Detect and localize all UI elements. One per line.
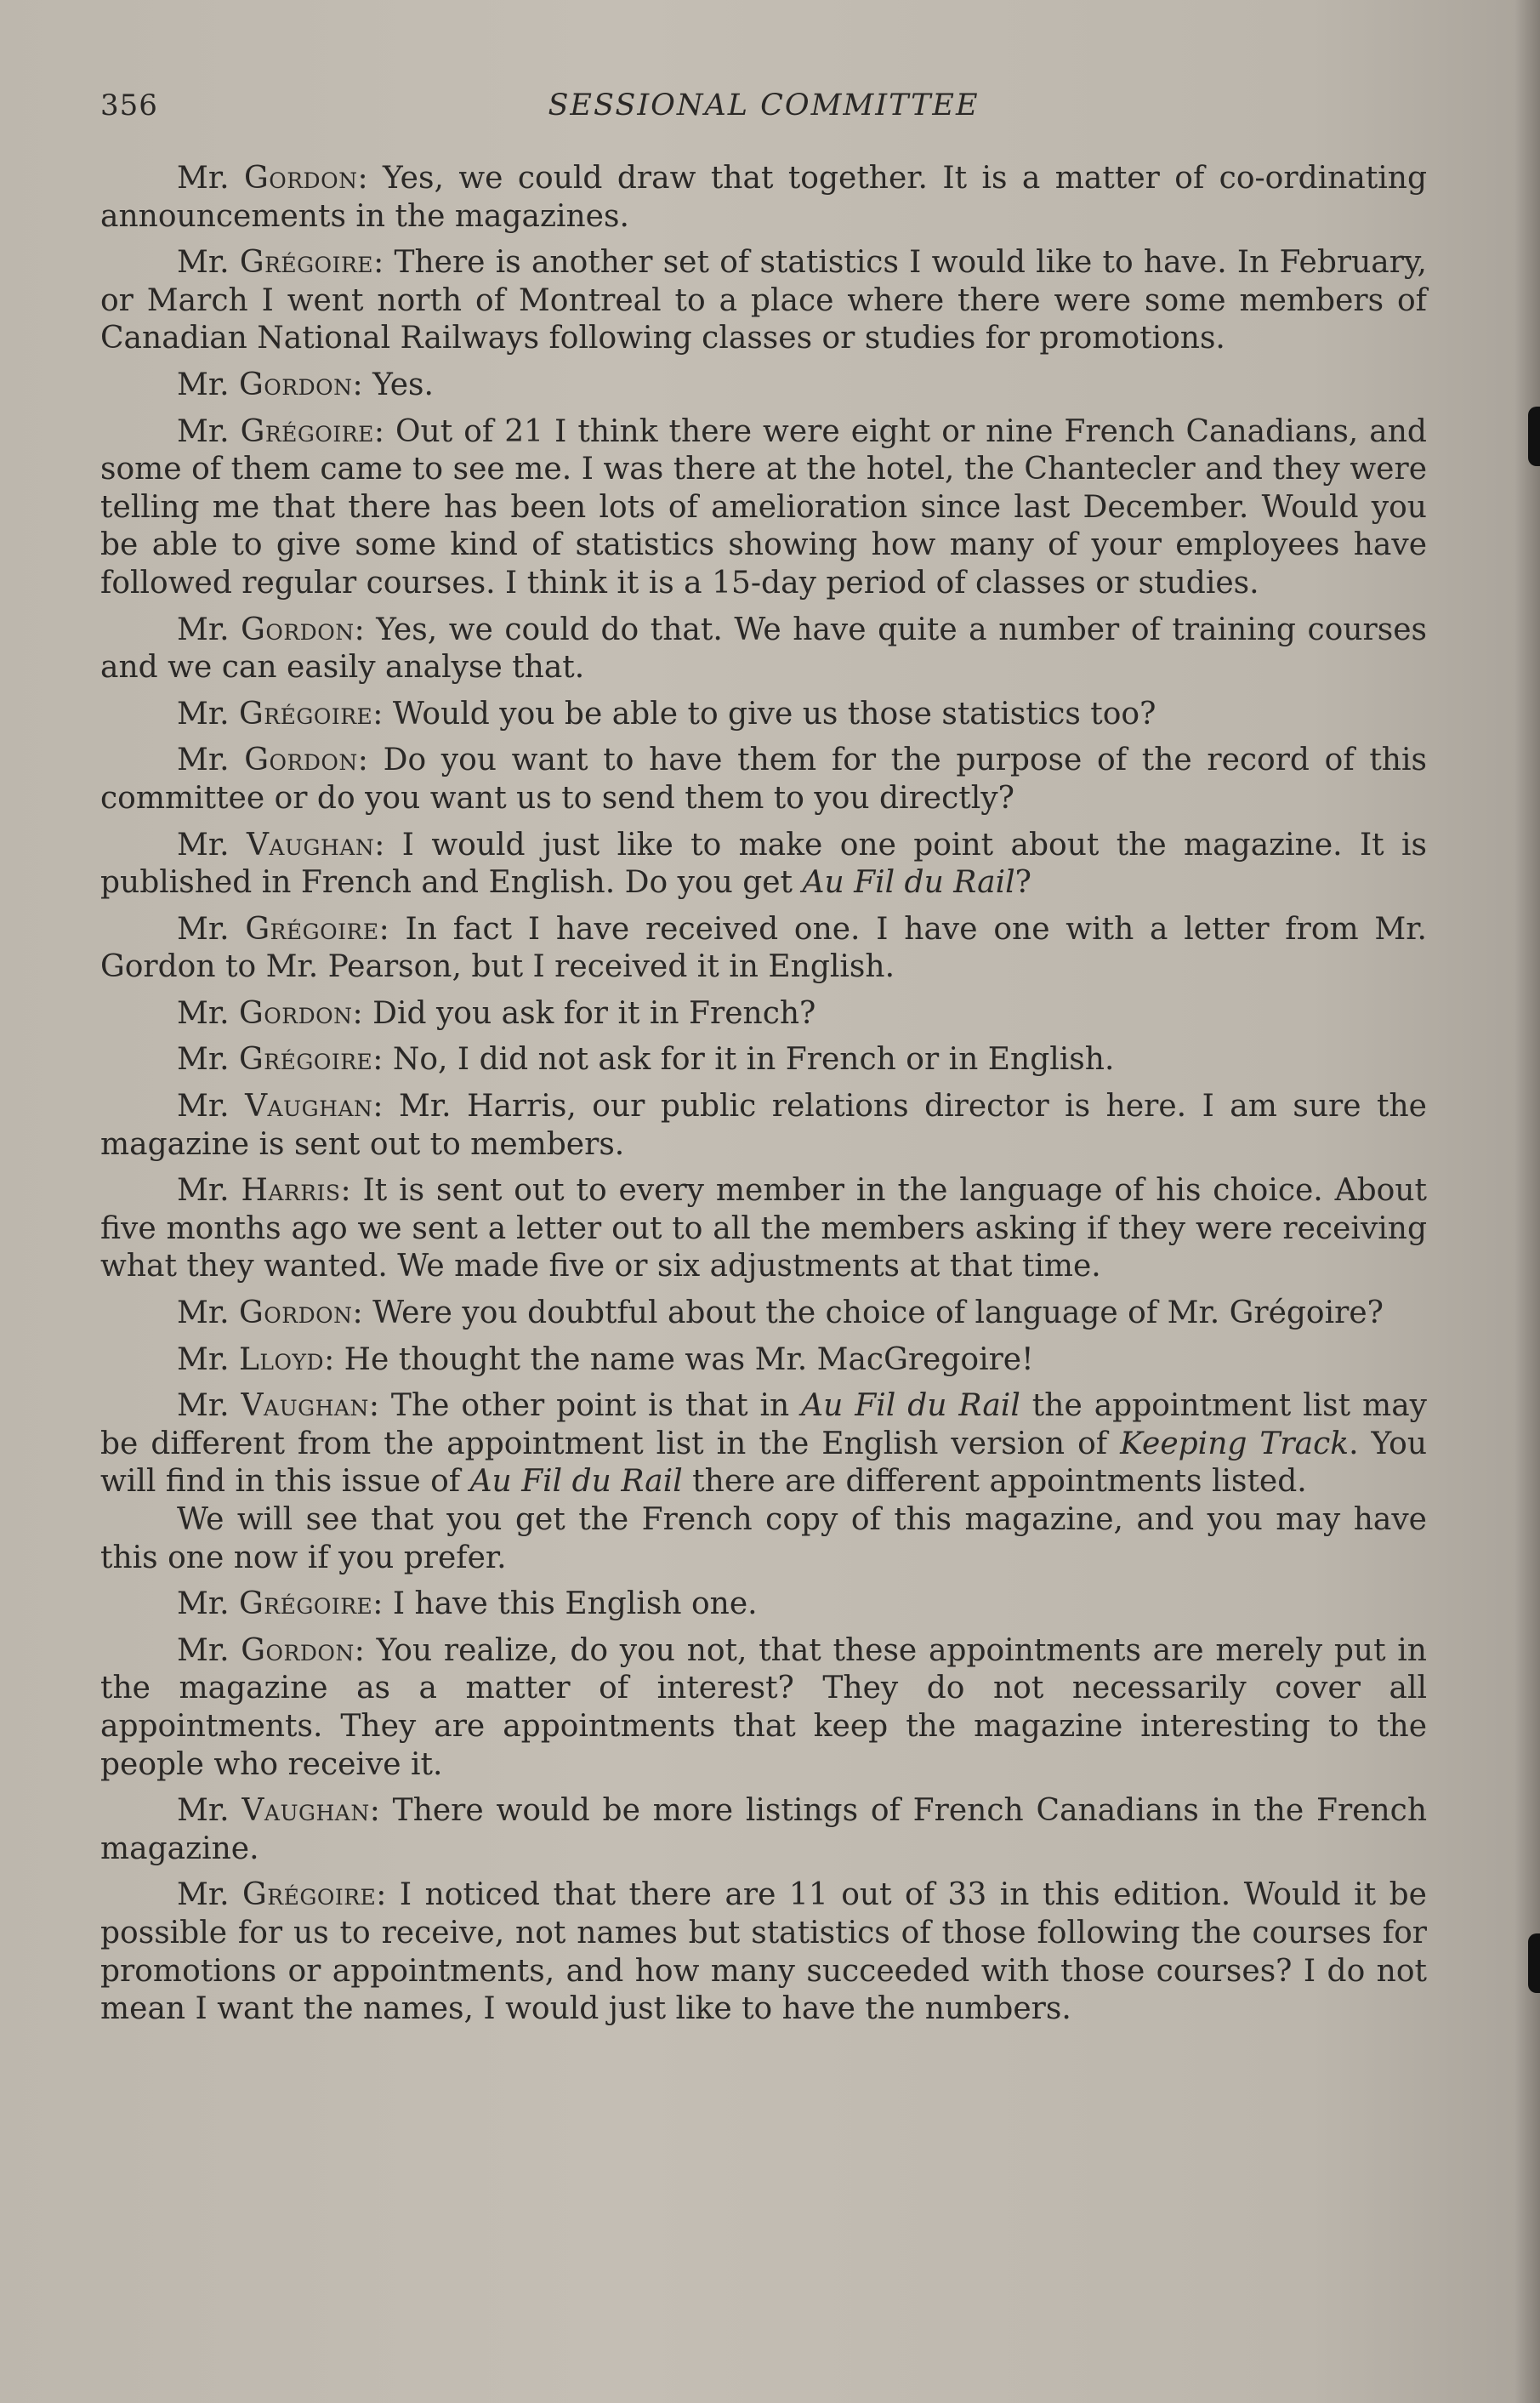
paragraph-text: In fact I have received one. I have one with a letter from Mr. Gordon to Mr. Pearson, but I received it in English.	[100, 911, 1427, 985]
speaker-name: Vaughan	[242, 1793, 370, 1829]
transcript-paragraph	[100, 1586, 1427, 1624]
speaker-colon: :	[354, 1632, 365, 1668]
paragraph-text: There is another set of statistics I would like to have. In February, or March I went north of Montreal to a place where there were some members of Canadian National Railways following classes or studies for promotions.	[100, 245, 1427, 356]
speaker-colon: :	[378, 911, 389, 947]
paragraph-text: Were you doubtful about the choice of language of Mr. Grégoire?	[362, 1295, 1384, 1331]
paragraph-text: the appointment list may be different from the appointment list in the English version of	[100, 1388, 1427, 1461]
transcript-paragraph	[100, 244, 1427, 358]
magazine-title: Au Fil du Rail	[802, 865, 1015, 901]
speaker-prefix: Mr.	[177, 1295, 240, 1331]
speaker-name: Gordon	[241, 612, 355, 647]
paragraph-text: I would just like to make one point about the magazine. It is published in French and English. Do you get	[100, 827, 1427, 901]
paragraph-text: Did you ask for it in French?	[362, 995, 816, 1031]
speaker-name: Gordon	[243, 161, 358, 196]
speaker-name: Grégoire	[239, 1042, 373, 1078]
speaker-prefix: Mr.	[177, 1586, 240, 1622]
transcript-paragraph	[100, 1295, 1427, 1333]
page-header	[100, 85, 1427, 128]
speaker-name: Vaughan	[246, 827, 375, 863]
transcript-paragraph	[100, 696, 1427, 734]
speaker-colon: :	[369, 1793, 380, 1829]
transcript-paragraph	[100, 413, 1427, 603]
speaker-name: Vaughan	[241, 1388, 369, 1424]
speaker-colon: :	[324, 1341, 335, 1377]
speaker-name: Harris	[241, 1173, 341, 1209]
paragraph-text: He thought the name was Mr. MacGregoire!	[334, 1341, 1034, 1377]
transcript-body	[100, 160, 1427, 2037]
binding-hole-mark	[1528, 407, 1540, 466]
speaker-colon: :	[372, 1042, 384, 1078]
speaker-prefix: Mr.	[177, 1089, 246, 1125]
magazine-title: Keeping Track	[1120, 1426, 1350, 1461]
paragraph-text: Yes, we could do that. We have quite a number of training courses and we can easily analyse that.	[100, 612, 1427, 686]
speaker-name: Grégoire	[239, 245, 374, 281]
paragraph-text: You realize, do you not, that these appointments are merely put in the magazine as a matter of interest? They do not necessarily cover all appointments. They are appointments that keep the magazine interesting to the people who receive it.	[100, 1632, 1427, 1782]
speaker-prefix: Mr.	[177, 911, 246, 947]
speaker-colon: :	[372, 1089, 384, 1125]
transcript-paragraph	[100, 612, 1427, 687]
speaker-colon: :	[372, 696, 384, 732]
speaker-colon: :	[376, 1877, 387, 1913]
speaker-name: Grégoire	[239, 1586, 373, 1622]
page-edge-shadow	[1514, 0, 1540, 2403]
paragraph-text: I have this English one.	[383, 1586, 758, 1622]
speaker-prefix: Mr.	[177, 245, 240, 281]
page-number: 356	[100, 88, 158, 122]
transcript-paragraph	[100, 160, 1427, 236]
speaker-colon: :	[357, 743, 368, 778]
paragraph-text: No, I did not ask for it in French or in English.	[383, 1042, 1115, 1078]
paragraph-text: Yes, we could draw that together. It is a matter of co-ordinating announcements in the magazines.	[100, 161, 1427, 234]
paragraph-text: We will see that you get the French copy of this magazine, and you may have this one now if you prefer.	[100, 1502, 1427, 1575]
speaker-prefix: Mr.	[177, 1388, 242, 1424]
speaker-name: Grégoire	[240, 413, 374, 449]
paragraph-text: Would you be able to give us those statistics too?	[383, 696, 1156, 732]
speaker-prefix: Mr.	[177, 1632, 242, 1668]
speaker-colon: :	[352, 995, 363, 1031]
transcript-paragraph	[100, 1041, 1427, 1079]
transcript-paragraph	[100, 827, 1427, 903]
transcript-paragraph	[100, 367, 1427, 405]
binding-hole-mark	[1528, 1933, 1540, 1993]
speaker-colon: :	[368, 1388, 379, 1424]
magazine-title: Au Fil du Rail	[801, 1388, 1020, 1424]
transcript-paragraph	[100, 1792, 1427, 1868]
speaker-name: Gordon	[241, 1632, 355, 1668]
transcript-paragraph	[100, 1876, 1427, 2028]
paragraph-text: there are different appointments listed.	[682, 1464, 1307, 1500]
speaker-colon: :	[352, 1295, 363, 1331]
paragraph-text: The other point is that in	[378, 1388, 802, 1424]
transcript-paragraph	[100, 911, 1427, 987]
speaker-prefix: Mr.	[177, 367, 240, 402]
speaker-name: Gordon	[239, 367, 353, 402]
speaker-prefix: Mr.	[177, 161, 244, 196]
speaker-name: Lloyd	[239, 1341, 325, 1377]
paragraph-text: . You will find in this issue of	[100, 1426, 1428, 1500]
paragraph-text: Do you want to have them for the purpose of the record of this committee or do you want us to send them to you directly?	[100, 743, 1427, 816]
speaker-prefix: Mr.	[177, 413, 241, 449]
magazine-title: Au Fil du Rail	[469, 1464, 683, 1500]
speaker-name: Grégoire	[239, 696, 373, 732]
speaker-prefix: Mr.	[177, 696, 240, 732]
speaker-prefix: Mr.	[177, 743, 245, 778]
speaker-colon: :	[352, 367, 363, 402]
transcript-paragraph	[100, 742, 1427, 817]
transcript-paragraph	[100, 1172, 1427, 1286]
transcript-paragraph	[100, 1501, 1427, 1577]
speaker-colon: :	[357, 161, 368, 196]
speaker-prefix: Mr.	[177, 1173, 242, 1209]
transcript-paragraph	[100, 1632, 1427, 1784]
speaker-name: Vaughan	[245, 1089, 373, 1125]
speaker-prefix: Mr.	[177, 827, 247, 863]
paragraph-text: Mr. Harris, our public relations director is here. I am sure the magazine is sent out to members.	[100, 1089, 1427, 1162]
speaker-colon: :	[373, 245, 384, 281]
paragraph-text: ?	[1014, 865, 1031, 901]
running-head: SESSIONAL COMMITTEE	[548, 88, 980, 122]
speaker-prefix: Mr.	[177, 1042, 240, 1078]
paragraph-text: Yes.	[362, 367, 434, 402]
speaker-prefix: Mr.	[177, 1877, 243, 1913]
speaker-prefix: Mr.	[177, 995, 240, 1031]
paragraph-text: There would be more listings of French Canadians in the French magazine.	[100, 1793, 1427, 1866]
transcript-paragraph	[100, 1387, 1427, 1501]
speaker-prefix: Mr.	[177, 1341, 240, 1377]
transcript-paragraph	[100, 995, 1427, 1034]
speaker-name: Gordon	[239, 1295, 353, 1331]
paragraph-text: I noticed that there are 11 out of 33 in this edition. Would it be possible for us to receive, not names but statistics of those following the courses for promotions or appointments, and how many succeeded with those courses? I do not mean I want the names, I would just like to have the numbers.	[100, 1877, 1427, 2027]
speaker-prefix: Mr.	[177, 612, 242, 647]
transcript-paragraph	[100, 1341, 1427, 1380]
paragraph-text: It is sent out to every member in the language of his choice. About five months ago we sent a letter out to all the members asking if they were receiving what they wanted. We made five or six adjustments at that time.	[100, 1173, 1427, 1284]
speaker-colon: :	[354, 612, 365, 647]
speaker-name: Grégoire	[242, 1877, 377, 1913]
paragraph-text: Out of 21 I think there were eight or nine French Canadians, and some of them came to see me. I was there at the hotel, the Chantecler and they were telling me that there has been lots of amelioration since last December. Would you be able to give some kind of statistics showing how many of your employees have followed regular courses. I think it is a 15-day period of classes or studies.	[100, 413, 1427, 601]
speaker-colon: :	[373, 413, 384, 449]
speaker-name: Gordon	[244, 743, 358, 778]
speaker-colon: :	[340, 1173, 351, 1209]
speaker-name: Gordon	[239, 995, 353, 1031]
speaker-colon: :	[372, 1586, 384, 1622]
speaker-colon: :	[374, 827, 385, 863]
speaker-name: Grégoire	[245, 911, 379, 947]
speaker-prefix: Mr.	[177, 1793, 242, 1829]
transcript-paragraph	[100, 1088, 1427, 1164]
